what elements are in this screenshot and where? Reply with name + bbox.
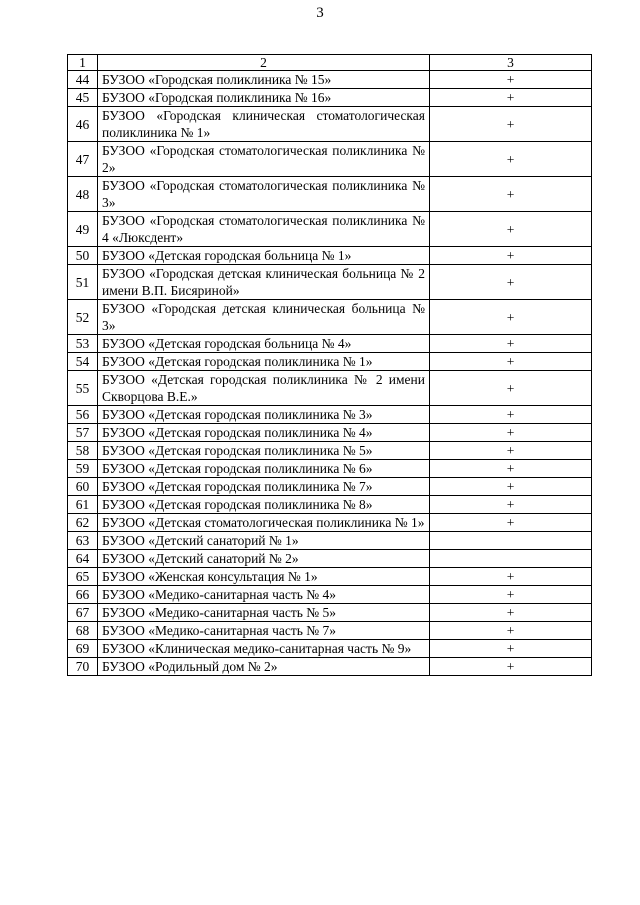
- institution-name: БУЗОО «Женская консультация № 1»: [98, 568, 430, 586]
- row-number: 46: [68, 107, 98, 142]
- row-number: 51: [68, 265, 98, 300]
- institution-name: БУЗОО «Городская детская клиническая больница № 2 имени В.П. Бисяриной»: [98, 265, 430, 300]
- institution-name: БУЗОО «Детская городская поликлиника № 3»: [98, 406, 430, 424]
- inclusion-mark: +: [430, 424, 592, 442]
- institution-name: БУЗОО «Медико-санитарная часть № 5»: [98, 604, 430, 622]
- table-row: [68, 622, 592, 640]
- institution-name: БУЗОО «Медико-санитарная часть № 4»: [98, 586, 430, 604]
- institution-name: БУЗОО «Детский санаторий № 2»: [98, 550, 430, 568]
- row-number: 67: [68, 604, 98, 622]
- table-row: [68, 247, 592, 265]
- inclusion-mark: +: [430, 371, 592, 406]
- row-number: 69: [68, 640, 98, 658]
- table-row: [68, 71, 592, 89]
- table-row: [68, 658, 592, 676]
- row-number: 52: [68, 300, 98, 335]
- row-number: 54: [68, 353, 98, 371]
- table-row: [68, 532, 592, 550]
- row-number: 61: [68, 496, 98, 514]
- row-number: 63: [68, 532, 98, 550]
- row-number: 53: [68, 335, 98, 353]
- table-row: [68, 107, 592, 142]
- row-number: 65: [68, 568, 98, 586]
- table-row: [68, 212, 592, 247]
- institution-name: БУЗОО «Клиническая медико-санитарная часть № 9»: [98, 640, 430, 658]
- table-header-row: [68, 55, 592, 71]
- institution-name: БУЗОО «Городская стоматологическая поликлиника № 2»: [98, 142, 430, 177]
- institutions-table: [67, 54, 592, 676]
- institution-name: БУЗОО «Медико-санитарная часть № 7»: [98, 622, 430, 640]
- table-row: [68, 586, 592, 604]
- institution-name: БУЗОО «Детская городская поликлиника № 5»: [98, 442, 430, 460]
- row-number: 45: [68, 89, 98, 107]
- institution-name: БУЗОО «Городская поликлиника № 16»: [98, 89, 430, 107]
- table-row: [68, 406, 592, 424]
- institution-name: БУЗОО «Детская стоматологическая поликлиника № 1»: [98, 514, 430, 532]
- inclusion-mark: +: [430, 89, 592, 107]
- institution-name: БУЗОО «Детская городская больница № 1»: [98, 247, 430, 265]
- header-cell-1: 1: [68, 55, 98, 71]
- inclusion-mark: +: [430, 496, 592, 514]
- inclusion-mark: +: [430, 586, 592, 604]
- inclusion-mark: +: [430, 71, 592, 89]
- institution-name: БУЗОО «Детская городская больница № 4»: [98, 335, 430, 353]
- inclusion-mark: [430, 550, 592, 568]
- inclusion-mark: [430, 532, 592, 550]
- table-row: [68, 142, 592, 177]
- inclusion-mark: +: [430, 640, 592, 658]
- institution-name: БУЗОО «Городская клиническая стоматологическая поликлиника № 1»: [98, 107, 430, 142]
- table-row: [68, 300, 592, 335]
- inclusion-mark: +: [430, 177, 592, 212]
- row-number: 62: [68, 514, 98, 532]
- inclusion-mark: +: [430, 212, 592, 247]
- institution-name: БУЗОО «Детская городская поликлиника № 8»: [98, 496, 430, 514]
- institution-name: БУЗОО «Детская городская поликлиника № 2 имени Скворцова В.Е.»: [98, 371, 430, 406]
- row-number: 55: [68, 371, 98, 406]
- row-number: 44: [68, 71, 98, 89]
- row-number: 70: [68, 658, 98, 676]
- row-number: 47: [68, 142, 98, 177]
- table-row: [68, 496, 592, 514]
- row-number: 56: [68, 406, 98, 424]
- row-number: 59: [68, 460, 98, 478]
- inclusion-mark: +: [430, 622, 592, 640]
- row-number: 66: [68, 586, 98, 604]
- table-row: [68, 550, 592, 568]
- table-row: [68, 371, 592, 406]
- institution-name: БУЗОО «Детская городская поликлиника № 1»: [98, 353, 430, 371]
- inclusion-mark: +: [430, 265, 592, 300]
- table-row: [68, 353, 592, 371]
- row-number: 64: [68, 550, 98, 568]
- row-number: 50: [68, 247, 98, 265]
- row-number: 68: [68, 622, 98, 640]
- table-row: [68, 442, 592, 460]
- table-row: [68, 177, 592, 212]
- institution-name: БУЗОО «Детский санаторий № 1»: [98, 532, 430, 550]
- institution-name: БУЗОО «Детская городская поликлиника № 6»: [98, 460, 430, 478]
- row-number: 60: [68, 478, 98, 496]
- row-number: 49: [68, 212, 98, 247]
- table-row: [68, 568, 592, 586]
- table-row: [68, 640, 592, 658]
- institution-name: БУЗОО «Родильный дом № 2»: [98, 658, 430, 676]
- institution-name: БУЗОО «Городская детская клиническая больница № 3»: [98, 300, 430, 335]
- inclusion-mark: +: [430, 568, 592, 586]
- table-row: [68, 89, 592, 107]
- table-row: [68, 335, 592, 353]
- table-row: [68, 478, 592, 496]
- inclusion-mark: +: [430, 335, 592, 353]
- inclusion-mark: +: [430, 478, 592, 496]
- inclusion-mark: +: [430, 658, 592, 676]
- institution-name: БУЗОО «Детская городская поликлиника № 7»: [98, 478, 430, 496]
- table-row: [68, 604, 592, 622]
- row-number: 48: [68, 177, 98, 212]
- inclusion-mark: +: [430, 353, 592, 371]
- institution-name: БУЗОО «Детская городская поликлиника № 4»: [98, 424, 430, 442]
- inclusion-mark: +: [430, 107, 592, 142]
- institution-name: БУЗОО «Городская стоматологическая поликлиника № 3»: [98, 177, 430, 212]
- institution-name: БУЗОО «Городская стоматологическая поликлиника № 4 «Люксдент»: [98, 212, 430, 247]
- table-row: [68, 424, 592, 442]
- inclusion-mark: +: [430, 514, 592, 532]
- table-row: [68, 265, 592, 300]
- inclusion-mark: +: [430, 142, 592, 177]
- inclusion-mark: +: [430, 442, 592, 460]
- institution-name: БУЗОО «Городская поликлиника № 15»: [98, 71, 430, 89]
- header-cell-3: 3: [430, 55, 592, 71]
- page-number: 3: [316, 5, 324, 21]
- row-number: 58: [68, 442, 98, 460]
- inclusion-mark: +: [430, 604, 592, 622]
- inclusion-mark: +: [430, 460, 592, 478]
- table-row: [68, 514, 592, 532]
- inclusion-mark: +: [430, 300, 592, 335]
- inclusion-mark: +: [430, 247, 592, 265]
- inclusion-mark: +: [430, 406, 592, 424]
- row-number: 57: [68, 424, 98, 442]
- table-row: [68, 460, 592, 478]
- header-cell-2: 2: [98, 55, 430, 71]
